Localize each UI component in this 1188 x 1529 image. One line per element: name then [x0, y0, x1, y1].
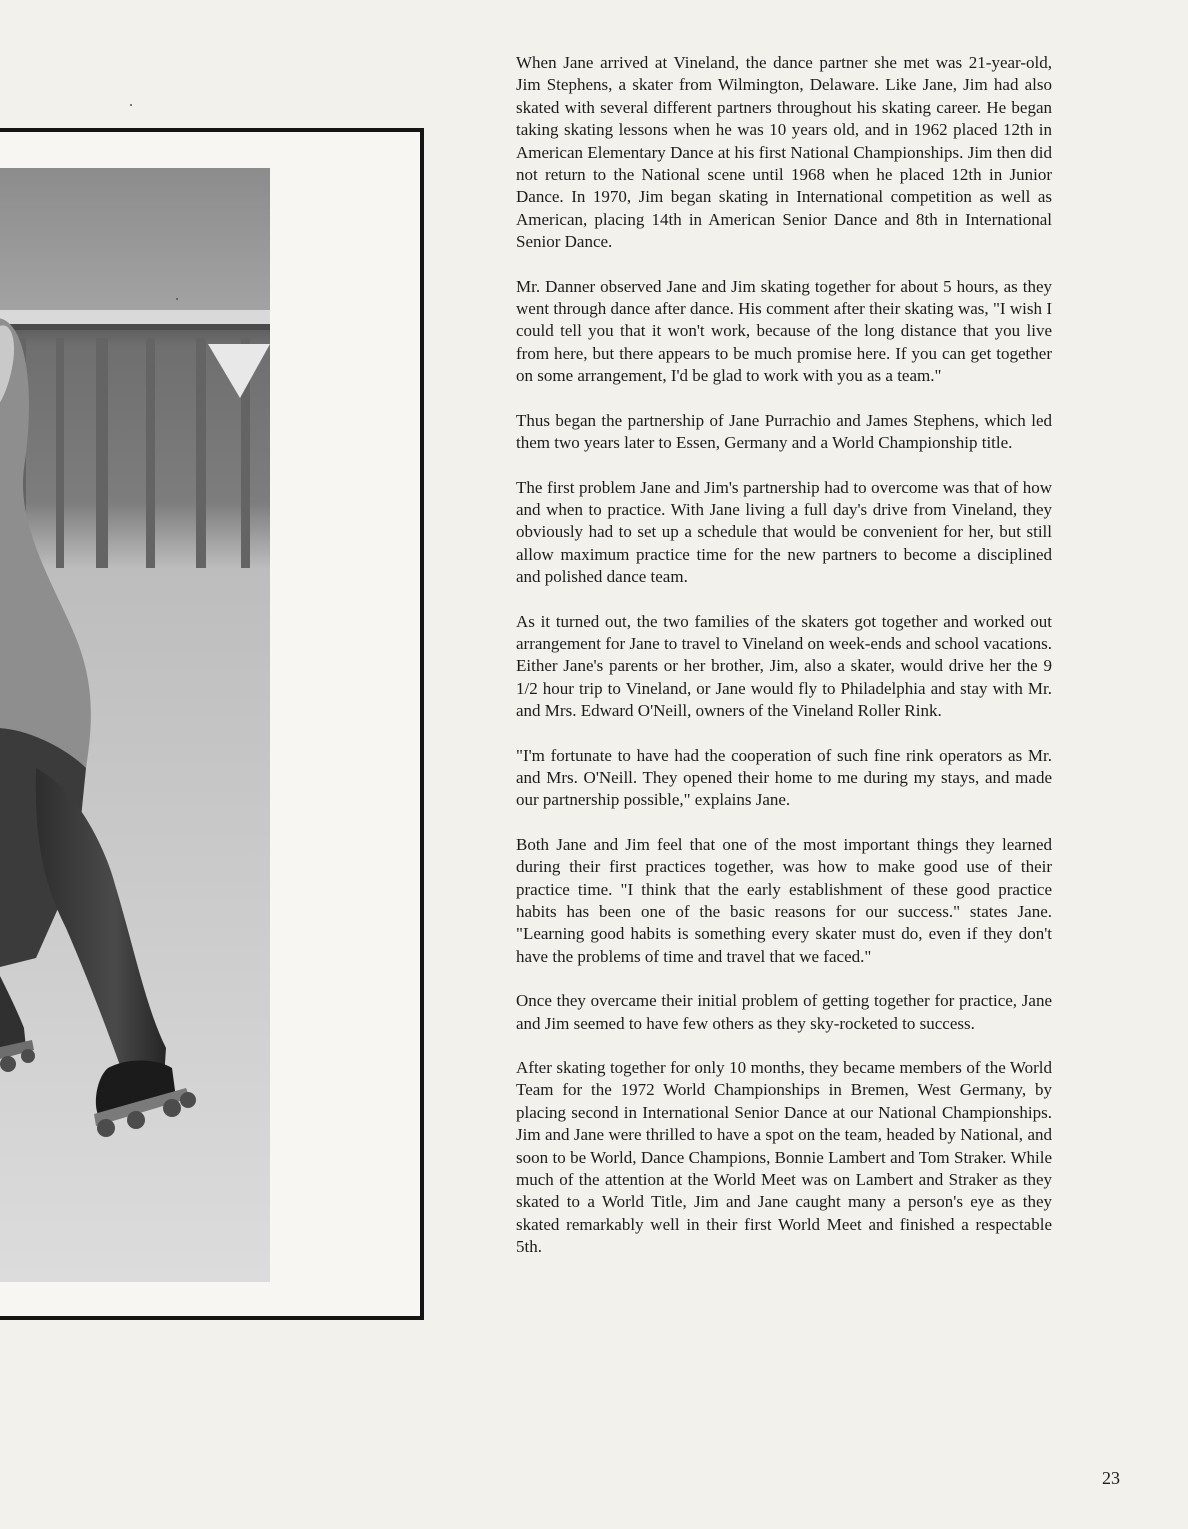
paragraph-6: "I'm fortunate to have had the cooperation of such fine rink operators as Mr. and Mrs. O'Neill. They opened their home to me during my stays, and made our partnership possible," explains Jane. — [516, 745, 1052, 810]
paragraph-3: Thus began the partnership of Jane Purrachio and James Stephens, which led them two years later to Essen, Germany and a World Championship title. — [516, 410, 1052, 453]
skater-photo — [0, 168, 270, 1282]
skater-photo-image — [0, 168, 270, 1282]
paragraph-8: Once they overcame their initial problem of getting together for practice, Jane and Jim seemed to have few others as they sky-rocketed to success. — [516, 991, 1052, 1033]
photo-frame — [0, 128, 424, 1320]
paragraph-7: Both Jane and Jim feel that one of the most important things they learned during their first practices together, was how to make good use of their practice time. "I think that the early establishment of these good practice habits has been one of the basic reasons for our success." states Jane. "Learning good habits is something every skater must do, even if they don't have the problems of time and travel that we faced." — [516, 834, 1052, 966]
article-text — [516, 52, 1052, 1281]
paragraph-2: Mr. Danner observed Jane and Jim skating together for about 5 hours, as they went through dance after dance. His comment after their skating was, "I wish I could tell you that it won't work, because of the long distance that you live from here, but there appears to be much promise here. If you can get together on some arrangement, I'd be glad to work with you as a team." — [516, 276, 1052, 386]
page-number: 23 — [1102, 1468, 1120, 1488]
paragraph-1: When Jane arrived at Vineland, the dance partner she met was 21-year-old, Jim Stephens, a skater from Wilmington, Delaware. Like Jane, Jim had also skated with several different partners throughout his skating career. He began taking skating lessons when he was 10 years old, and in 1962 placed 12th in American Elementary Dance at his first National Championships. Jim then did not return to the National scene until 1968 when he placed 12th in Junior Dance. In 1970, Jim began skating in International competition as well as American, placing 14th in American Senior Dance and 8th in International Senior Dance. — [516, 53, 1052, 252]
paragraph-9: After skating together for only 10 months, they became members of the World Team for the 1972 World Championships in Bremen, West Germany, by placing second in International Senior Dance at our National Championships. Jim and Jane were thrilled to have a spot on the team, headed by National, and soon to be World, Dance Champions, Bonnie Lambert and Tom Straker. While much of the attention at the World Meet was on Lambert and Straker as they skated to a World Title, Jim and Jane caught many a person's eye as they skated remarkably well in their first World Meet and finished a respectable 5th. — [516, 1058, 1052, 1257]
print-speck — [176, 298, 178, 300]
print-speck — [130, 104, 132, 106]
paragraph-4: The first problem Jane and Jim's partnership had to overcome was that of how and when to practice. With Jane living a full day's drive from Vineland, they obviously had to set up a schedule that would be convenient for her, but still allow maximum practice time for the new partners to become a disciplined and polished dance team. — [516, 477, 1052, 587]
paragraph-5: As it turned out, the two families of the skaters got together and worked out arrangement for Jane to travel to Vineland on week-ends and school vacations. Either Jane's parents or her brother, Jim, also a skater, would drive her the 9 1/2 hour trip to Vineland, or Jane would fly to Philadelphia and stay with Mr. and Mrs. Edward O'Neill, owners of the Vineland Roller Rink. — [516, 611, 1052, 721]
